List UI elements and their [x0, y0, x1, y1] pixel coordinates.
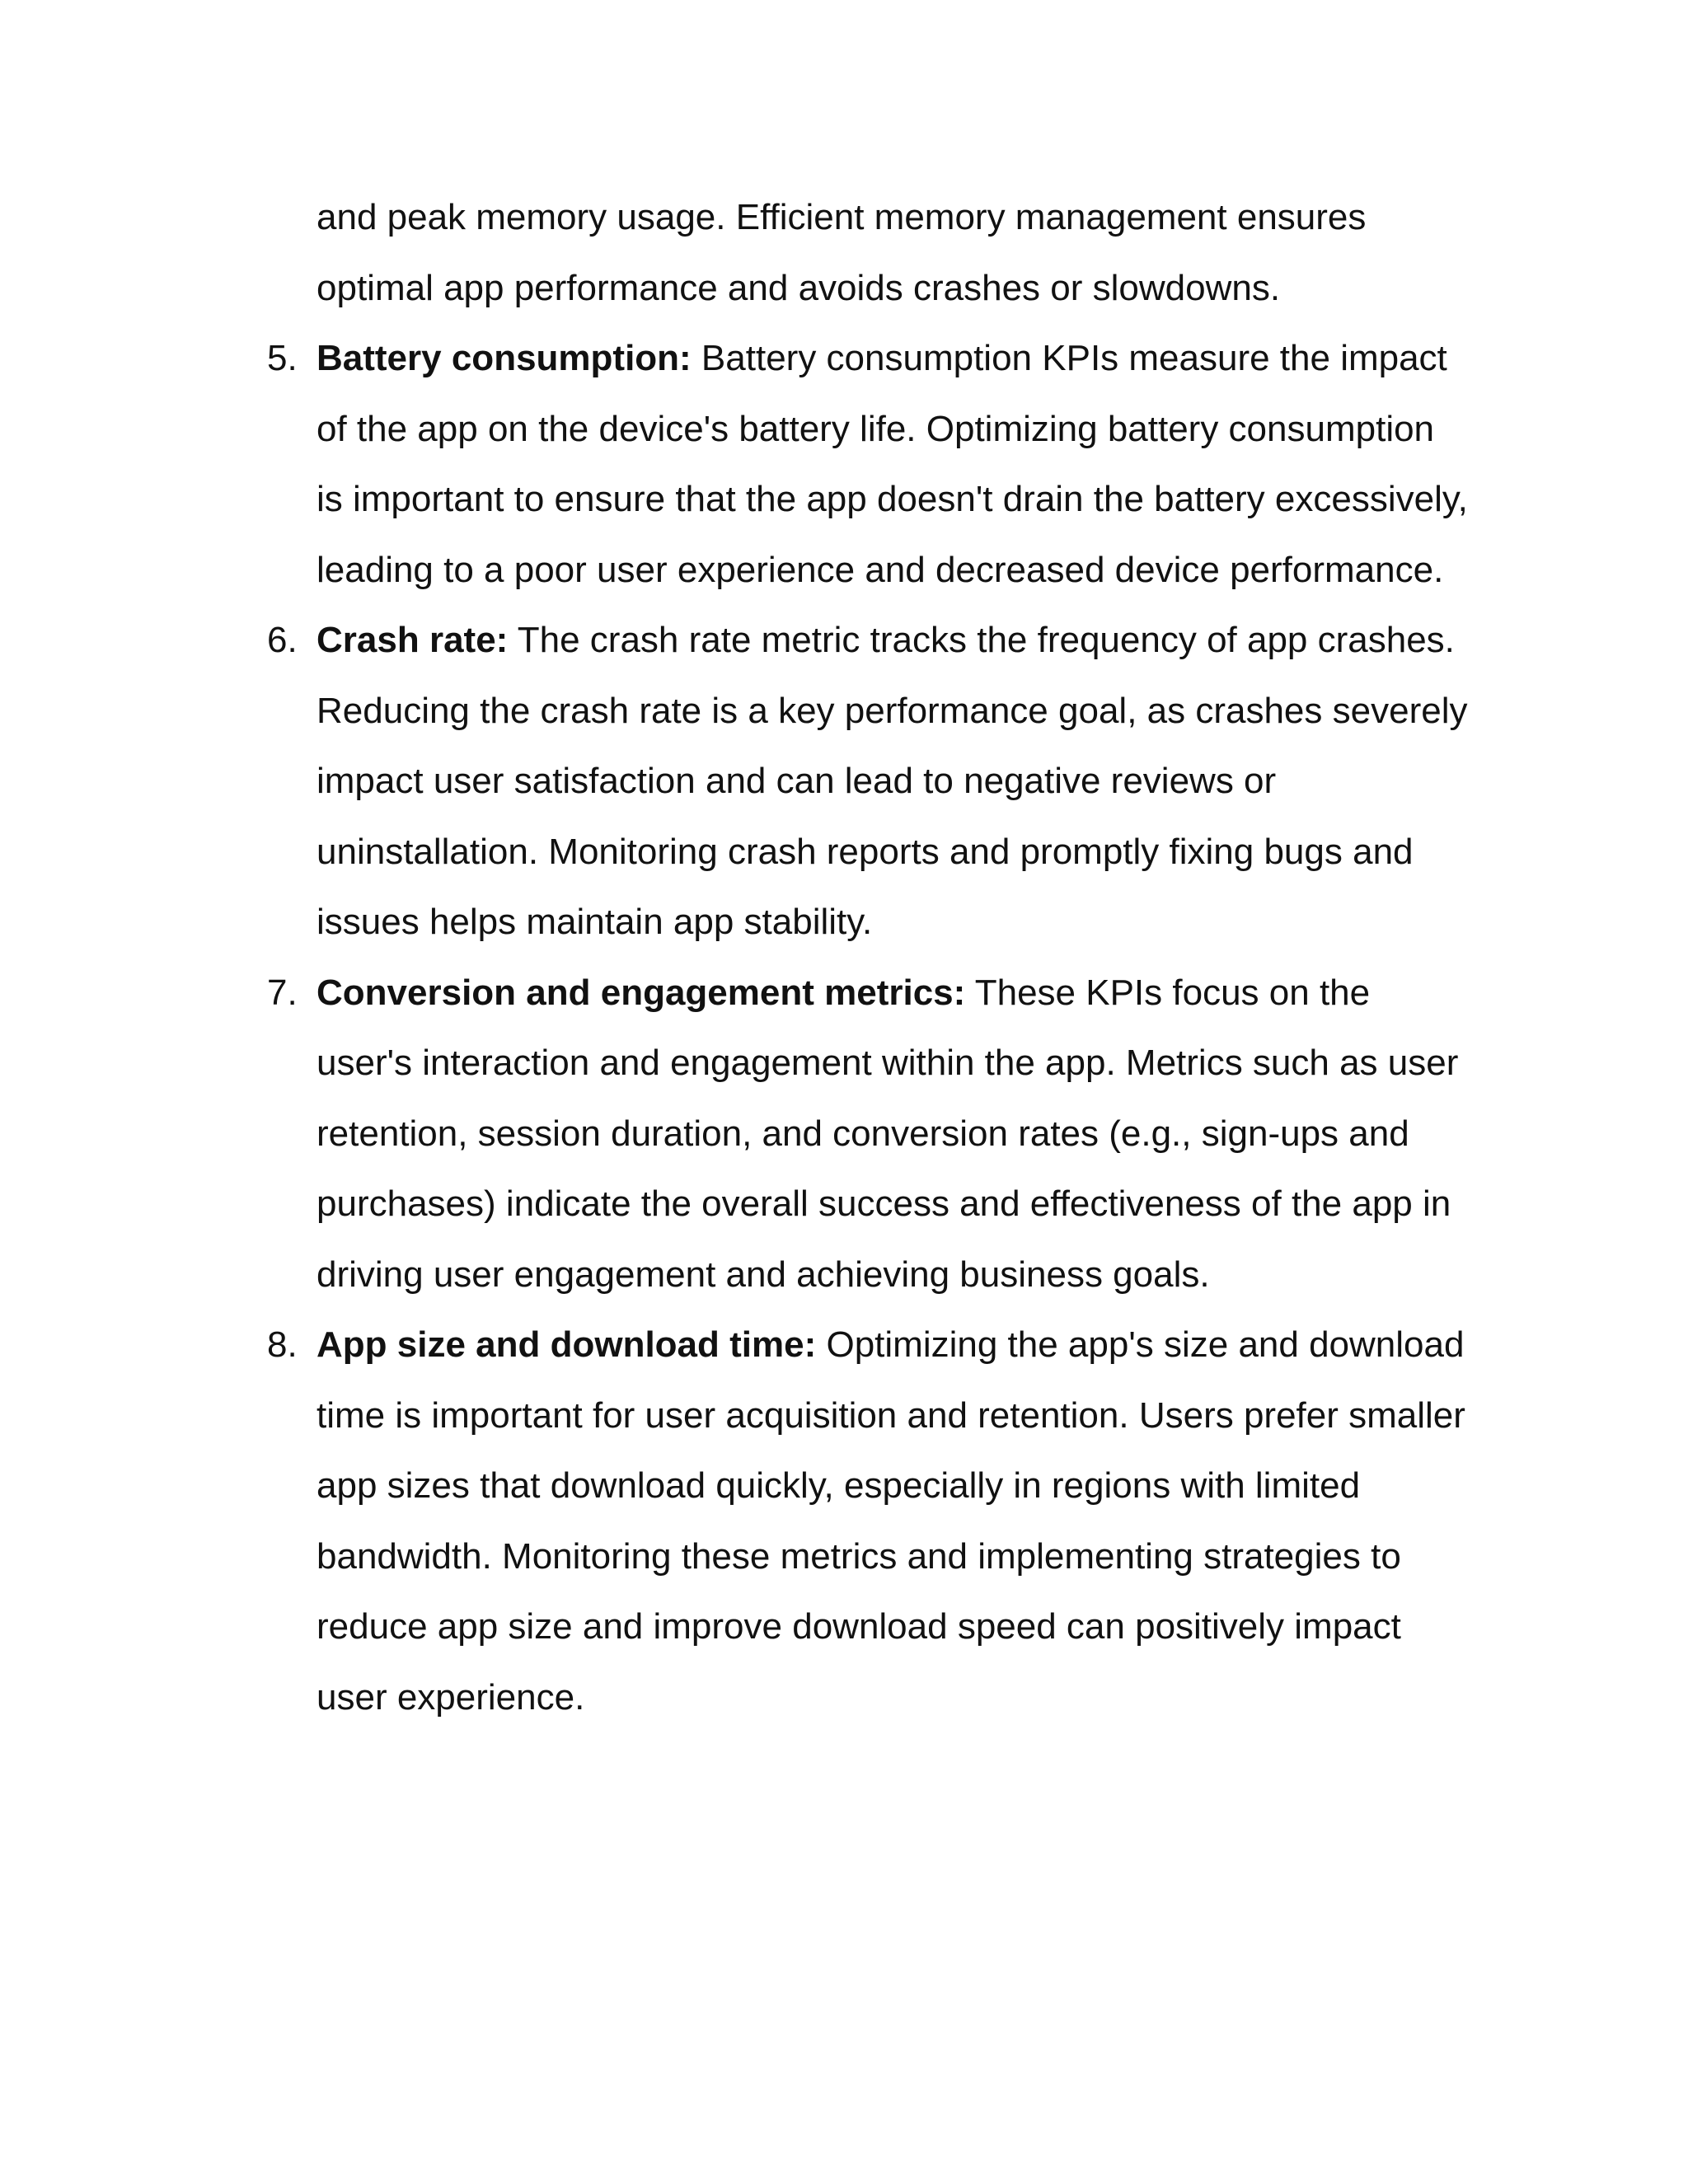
list-item-conversion-engagement: [267, 958, 1470, 1310]
list-item-term: Crash rate:: [316, 620, 509, 660]
list-item-number: 5.: [267, 338, 298, 378]
list-item-term: Battery consumption:: [316, 338, 692, 378]
list-item-text: Battery consumption KPIs measure the impact of the app on the device's battery life. Optimizing battery consumption is important to ensure that the app doesn't drain the battery excessively, leading to a poor user experience and decreased device performance.: [316, 338, 1468, 590]
list-item-app-size-download: [267, 1310, 1470, 1732]
list-item-text: The crash rate metric tracks the frequency of app crashes. Reducing the crash rate is a key performance goal, as crashes severely impact user satisfaction and can lead to negative reviews or uninstallation. Monitoring crash reports and promptly fixing bugs and issues helps maintain app stability.: [316, 620, 1468, 942]
list-item-number: 7.: [267, 972, 298, 1013]
list-item-number: 6.: [267, 620, 298, 660]
list-item-battery-consumption: [267, 323, 1470, 605]
list-item-text: These KPIs focus on the user's interaction and engagement within the app. Metrics such as user retention, session duration, and conversion rates (e.g., sign-ups and purchases) indicate the overall success and effectiveness of the app in driving user engagement and achieving business goals.: [316, 972, 1459, 1295]
kpi-list: [267, 323, 1470, 1732]
document-body: [267, 182, 1470, 1732]
list-item-text: Optimizing the app's size and download time is important for user acquisition and retention. Users prefer smaller app sizes that download quickly, especially in regions with limited bandwidth. Monitoring these metrics and implementing strategies to reduce app size and improve download speed can positively impact user experience.: [316, 1324, 1465, 1718]
continuation-paragraph: and peak memory usage. Efficient memory management ensures optimal app performance and avoids crashes or slowdowns.: [316, 197, 1367, 308]
list-item-crash-rate: [267, 605, 1470, 958]
list-item-term: App size and download time:: [316, 1324, 817, 1365]
list-item-number: 8.: [267, 1324, 298, 1365]
list-item-term: Conversion and engagement metrics:: [316, 972, 966, 1013]
